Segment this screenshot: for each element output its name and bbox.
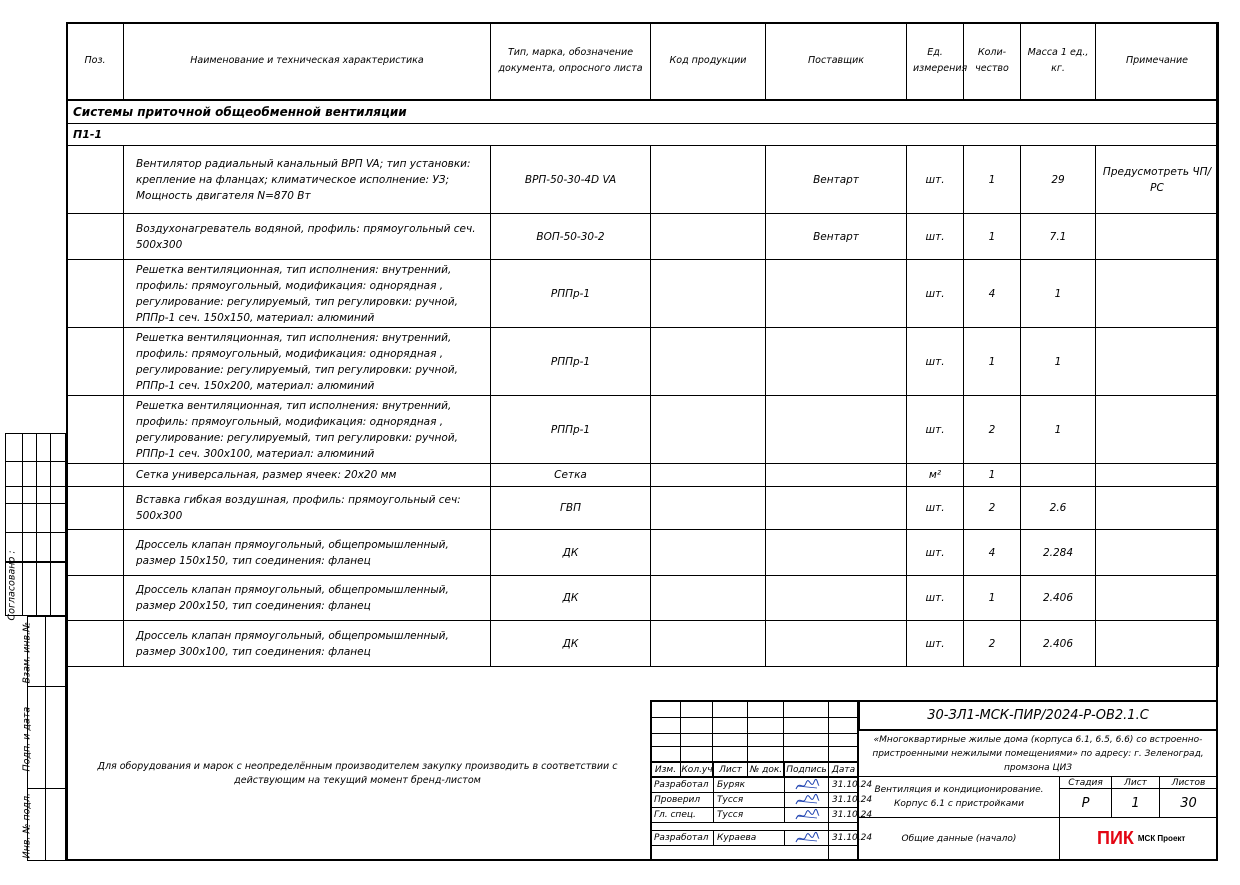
cell-code: [651, 146, 766, 214]
header-pos: Поз.: [67, 23, 124, 101]
title-block: [650, 700, 1218, 861]
cell-supplier: [766, 328, 907, 396]
header-name: Наименование и техническая характеристика: [124, 23, 491, 101]
cell-code: [651, 328, 766, 396]
cell-code: [651, 260, 766, 328]
section-name: Вентиляция и кондиционирование. Корпус 6.1 с пристройками: [858, 776, 1060, 818]
table-row: [67, 487, 1219, 530]
cell-mass: 2.6: [1021, 487, 1096, 530]
cell-mass: 1: [1021, 260, 1096, 328]
cell-qty: 2: [964, 487, 1021, 530]
table-row: [67, 621, 1219, 667]
cell-name: Дроссель клапан прямоугольный, общепромышленный, размер 150х150, тип соединения: фланец: [124, 530, 491, 576]
stage-label: Стадия: [1059, 776, 1112, 789]
grid-row: [650, 717, 859, 734]
cell-pos: [67, 214, 124, 260]
person-date: 31.10.24: [828, 792, 859, 808]
cell-type: ВОП-50-30-2: [491, 214, 651, 260]
cell-supplier: [766, 487, 907, 530]
sheets-label: Листов: [1159, 776, 1218, 789]
cell-unit: шт.: [907, 396, 964, 464]
cell-supplier: [766, 396, 907, 464]
company-logo: [1097, 828, 1185, 849]
person-name: Кураева: [713, 830, 785, 846]
cell-qty: 1: [964, 214, 1021, 260]
cell-pos: [67, 487, 124, 530]
header-mass: Масса 1 ед., кг.: [1021, 23, 1096, 101]
cell-code: [651, 530, 766, 576]
cell-note: [1096, 464, 1219, 487]
cell-unit: м²: [907, 464, 964, 487]
cell-pos: [67, 530, 124, 576]
cell-qty: 1: [964, 328, 1021, 396]
sheets-value: 30: [1159, 788, 1218, 818]
cell-note: [1096, 214, 1219, 260]
cell-supplier: Вентарт: [766, 146, 907, 214]
cell-pos: [67, 464, 124, 487]
table-row: [67, 214, 1219, 260]
cell-unit: шт.: [907, 530, 964, 576]
cell-mass: 29: [1021, 146, 1096, 214]
cell-type: РППр-1: [491, 396, 651, 464]
col-data: Дата: [828, 762, 859, 777]
cell-note: [1096, 260, 1219, 328]
cell-code: [651, 464, 766, 487]
cell-qty: 2: [964, 621, 1021, 667]
cell-mass: 1: [1021, 328, 1096, 396]
cell-name: Воздухонагреватель водяной, профиль: прямоугольный сеч. 500х300: [124, 214, 491, 260]
table-row: [67, 146, 1219, 214]
cell-supplier: [766, 260, 907, 328]
cell-name: Решетка вентиляционная, тип исполнения: внутренний, профиль: прямоугольный, модификация: однорядная , регулирование: регулируемый, тип регулировки: ручной, РППр-1 сеч. 150х150, материал: алюминий: [124, 260, 491, 328]
person-name: Тусся: [713, 792, 785, 808]
person-role: Разработал: [650, 777, 714, 793]
header-code: Код продукции: [651, 23, 766, 101]
cell-mass: 7.1: [1021, 214, 1096, 260]
cell-type: ВРП-50-30-4D VA: [491, 146, 651, 214]
cell-qty: 1: [964, 464, 1021, 487]
logo-sub: МСК Проект: [1137, 834, 1186, 843]
cell-name: Сетка универсальная, размер ячеек: 20х20 мм: [124, 464, 491, 487]
cell-unit: шт.: [907, 576, 964, 621]
agreed-label: Согласовано :: [6, 550, 18, 621]
cell-type: ГВП: [491, 487, 651, 530]
cell-qty: 2: [964, 396, 1021, 464]
project-name: «Многоквартирные жилые дома (корпуса 6.1, 6.5, 6.6) со встроенно-пристроенными нежилыми помещениями» по адресу: г. Зеленоград, промзона ЦИЗ: [858, 730, 1218, 777]
cell-mass: 2.284: [1021, 530, 1096, 576]
cell-supplier: [766, 621, 907, 667]
cell-type: Сетка: [491, 464, 651, 487]
cell-type: ДК: [491, 621, 651, 667]
sign-date-label: Подп. и дата: [21, 706, 33, 772]
cell-name: Вентилятор радиальный канальный ВРП VA; тип установки: крепление на фланцах; климатическое исполнение: УЗ; Мощность двигателя N=870 Вт: [124, 146, 491, 214]
sheet-value: 1: [1111, 788, 1160, 818]
person-date: 31.10.24: [828, 807, 859, 823]
cell-note: [1096, 530, 1219, 576]
logo-main: ПИК: [1097, 828, 1134, 848]
cell-unit: шт.: [907, 260, 964, 328]
section-title: Системы приточной общеобменной вентиляции: [67, 100, 1219, 124]
sheet-title: Общие данные (начало): [858, 817, 1060, 861]
cell-type: РППр-1: [491, 260, 651, 328]
cell-note: [1096, 396, 1219, 464]
section-row: [67, 100, 1219, 124]
person-date: 31.10.24: [828, 830, 859, 846]
signature-icon: [794, 808, 820, 822]
agreed-line: [5, 503, 66, 533]
cell-unit: шт.: [907, 621, 964, 667]
cell-pos: [67, 621, 124, 667]
inv-orig-label: Инв. № подл.: [21, 792, 33, 859]
cell-mass: 1: [1021, 396, 1096, 464]
cell-note: [1096, 576, 1219, 621]
cell-unit: шт.: [907, 214, 964, 260]
cell-mass: 2.406: [1021, 621, 1096, 667]
table-row: [67, 260, 1219, 328]
cell-name: Дроссель клапан прямоугольный, общепромышленный, размер 200х150, тип соединения: фланец: [124, 576, 491, 621]
col-ndok: № док.: [747, 762, 785, 777]
cell-name: Решетка вентиляционная, тип исполнения: внутренний, профиль: прямоугольный, модификация: однорядная , регулирование: регулируемый, тип регулировки: ручной, РППр-1 сеч. 300х100, материал: алюминий: [124, 396, 491, 464]
cell-code: [651, 487, 766, 530]
cell-type: РППр-1: [491, 328, 651, 396]
cell-mass: [1021, 464, 1096, 487]
cell-note: [1096, 621, 1219, 667]
cell-qty: 4: [964, 260, 1021, 328]
cell-code: [651, 576, 766, 621]
cell-qty: 4: [964, 530, 1021, 576]
cell-pos: [67, 260, 124, 328]
cell-code: [651, 621, 766, 667]
cell-mass: 2.406: [1021, 576, 1096, 621]
sheet-label: Лист: [1111, 776, 1160, 789]
header-row: [67, 23, 1219, 101]
table-row: [67, 464, 1219, 487]
table-row: [67, 328, 1219, 396]
cell-qty: 1: [964, 576, 1021, 621]
col-podpis: Подпись: [784, 762, 829, 777]
person-role: Разработал: [650, 830, 714, 846]
subsection-title: П1-1: [67, 124, 1219, 146]
header-supplier: Поставщик: [766, 23, 907, 101]
subsection-row: [67, 124, 1219, 146]
person-name: Тусся: [713, 807, 785, 823]
stage-value: Р: [1059, 788, 1112, 818]
grid-row: [650, 746, 859, 762]
person-role: Гл. спец.: [650, 807, 714, 823]
header-note: Примечание: [1096, 23, 1219, 101]
cell-type: ДК: [491, 530, 651, 576]
inv-sub-label: Взам. инв.№: [21, 622, 33, 684]
cell-type: ДК: [491, 576, 651, 621]
cell-pos: [67, 328, 124, 396]
signature-icon: [794, 793, 820, 807]
agreed-line: [5, 461, 66, 487]
cell-code: [651, 396, 766, 464]
cell-note: [1096, 487, 1219, 530]
stamp-mid: [27, 686, 66, 789]
cell-unit: шт.: [907, 328, 964, 396]
table-row: [67, 396, 1219, 464]
cell-code: [651, 214, 766, 260]
cell-supplier: [766, 530, 907, 576]
cell-qty: 1: [964, 146, 1021, 214]
cell-unit: шт.: [907, 487, 964, 530]
footnote: Для оборудования и марок с неопределённым производителем закупку производить в соответствии с действующим на текущий момент бренд-листом: [97, 761, 618, 786]
col-kol: Кол.уч: [680, 762, 714, 777]
person-role: Проверил: [650, 792, 714, 808]
cell-note: [1096, 328, 1219, 396]
header-qty: Коли- чество: [964, 23, 1021, 101]
cell-supplier: Вентарт: [766, 214, 907, 260]
person-date: 31.10.24: [828, 777, 859, 793]
signature-icon: [794, 831, 820, 845]
cell-supplier: [766, 576, 907, 621]
cell-name: Решетка вентиляционная, тип исполнения: внутренний, профиль: прямоугольный, модификация: однорядная , регулирование: регулируемый, тип регулировки: ручной, РППр-1 сеч. 150х200, материал: алюминий: [124, 328, 491, 396]
cell-pos: [67, 396, 124, 464]
table-row: [67, 530, 1219, 576]
col-izm: Изм.: [650, 762, 681, 777]
header-unit: Ед. измерения: [907, 23, 964, 101]
table-row: [67, 576, 1219, 621]
signature-icon: [794, 778, 820, 792]
cell-supplier: [766, 464, 907, 487]
specification-table: [66, 22, 1219, 667]
left-approval-strip: [5, 433, 66, 861]
cell-pos: [67, 576, 124, 621]
col-list: Лист: [713, 762, 748, 777]
cell-name: Дроссель клапан прямоугольный, общепромышленный, размер 300х100, тип соединения: фланец: [124, 621, 491, 667]
person-name: Буряк: [713, 777, 785, 793]
cell-unit: шт.: [907, 146, 964, 214]
cell-pos: [67, 146, 124, 214]
cell-name: Вставка гибкая воздушная, профиль: прямоугольный сеч: 500х300: [124, 487, 491, 530]
doc-code: 30-ЗЛ1-МСК-ПИР/2024-Р-ОВ2.1.С: [858, 700, 1218, 731]
header-type: Тип, марка, обозначение документа, опросного листа: [491, 23, 651, 101]
cell-note: Предусмотреть ЧП/РС: [1096, 146, 1219, 214]
